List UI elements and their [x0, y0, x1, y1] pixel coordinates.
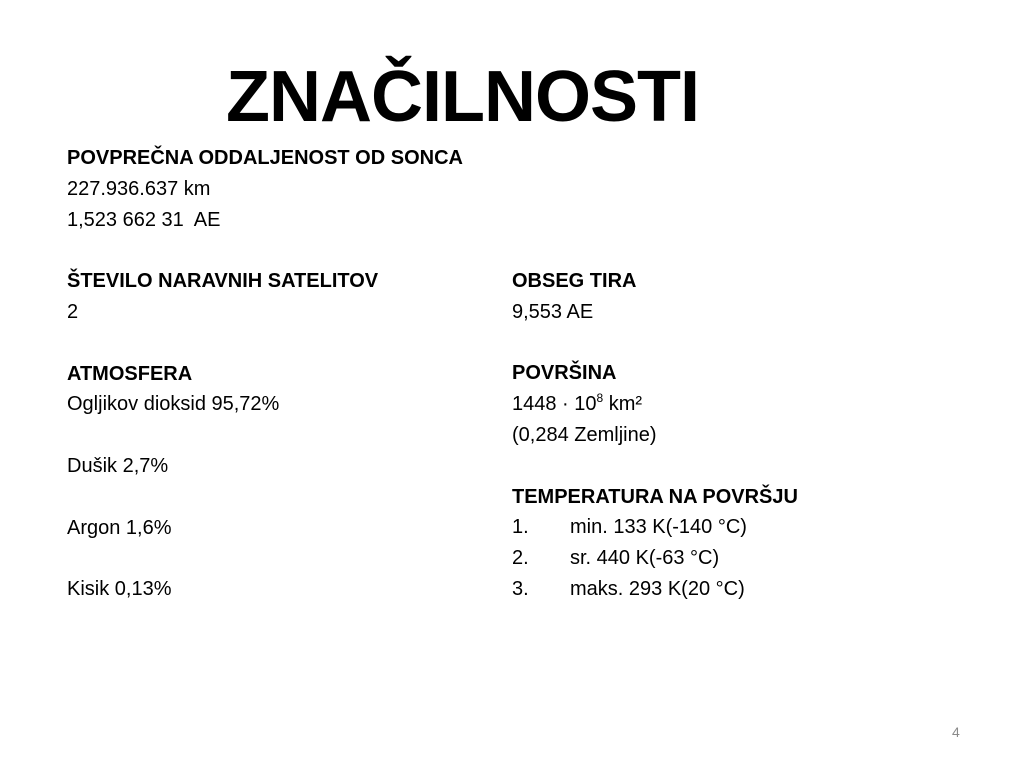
spacer — [67, 235, 463, 266]
orbit-heading: OBSEG TIRA — [512, 270, 637, 292]
temperature-item — [512, 512, 798, 543]
temperature-item — [512, 574, 798, 605]
surface-heading: POVRŠINA — [512, 362, 617, 385]
distance-km: 227.936.637 km — [67, 177, 211, 200]
page-number: 4 — [952, 724, 960, 740]
temperature-max: maks. 293 K(20 °C) — [570, 577, 745, 600]
satellites-heading: ŠTEVILO NARAVNIH SATELITOV — [67, 270, 379, 293]
atmosphere-item-argon: Argon 1,6% — [67, 516, 172, 539]
distance-au: 1,523 662 31 AE — [67, 208, 221, 231]
left-column — [67, 143, 463, 605]
surface-value — [512, 389, 798, 420]
orbit-value: 9,553 AE — [512, 300, 594, 323]
spacer — [512, 328, 798, 359]
spacer — [67, 420, 463, 451]
surface-value-base: 1448 · 10 — [512, 393, 597, 416]
atmosphere-item-oxygen: Kisik 0,13% — [67, 578, 172, 601]
temperature-item — [512, 543, 798, 574]
atmosphere-item-nitrogen: Dušik 2,7% — [67, 454, 169, 477]
surface-value-unit: km² — [603, 393, 643, 416]
spacer — [512, 451, 798, 482]
right-column — [512, 266, 798, 605]
atmosphere-heading: ATMOSFERA — [67, 362, 193, 385]
surface-value-exponent: 8 — [596, 391, 604, 406]
temperature-min: min. 133 K(-140 °C) — [570, 516, 747, 539]
distance-heading: POVPREČNA ODDALJENOST OD SONCA — [67, 147, 463, 169]
slide-title: ZNAČILNOSTI — [226, 57, 699, 137]
spacer — [67, 482, 463, 513]
temperature-heading: TEMPERATURA NA POVRŠJU — [512, 485, 798, 508]
spacer — [67, 543, 463, 574]
spacer — [67, 328, 463, 359]
list-number: 2. — [512, 547, 529, 570]
surface-relative: (0,284 Zemljine) — [512, 423, 657, 446]
temperature-avg: sr. 440 K(-63 °C) — [570, 547, 720, 570]
list-number: 1. — [512, 516, 529, 539]
list-number: 3. — [512, 577, 529, 600]
satellites-value: 2 — [67, 300, 79, 323]
atmosphere-item-co2: Ogljikov dioksid 95,72% — [67, 393, 280, 416]
